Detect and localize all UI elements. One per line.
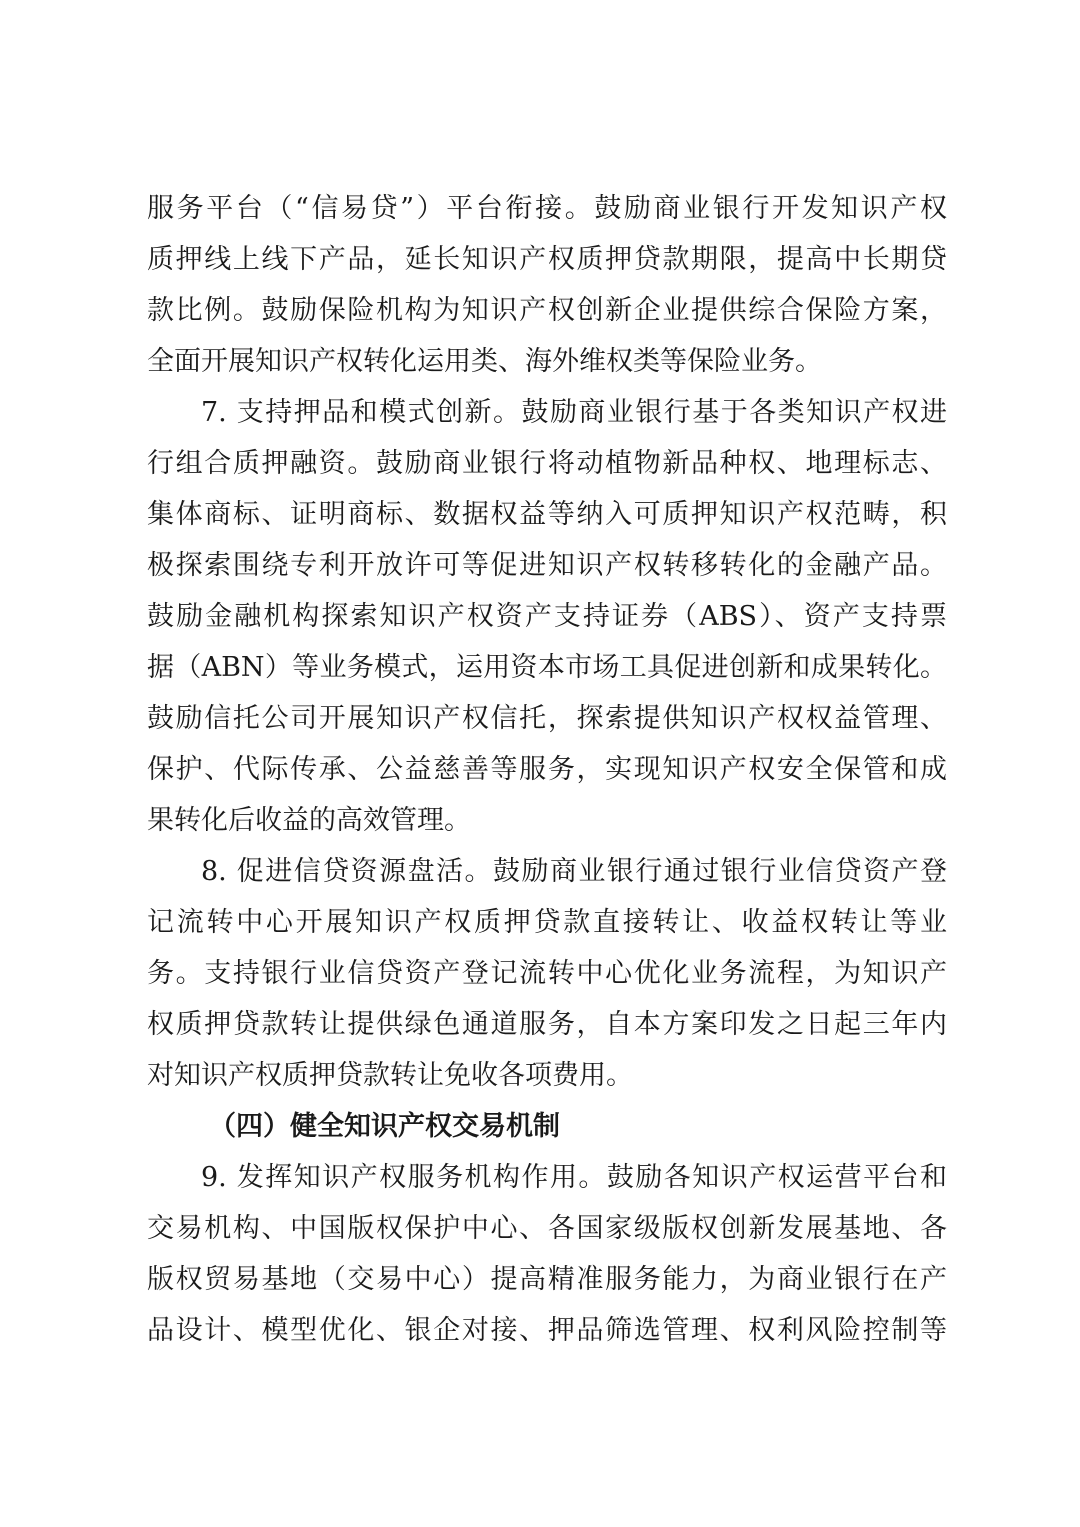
text-line: 果转化后收益的高效管理。 bbox=[147, 805, 471, 836]
body-text bbox=[147, 183, 947, 1356]
text-line: 权质押贷款转让提供绿色通道服务，自本方案印发之日起三年内 bbox=[147, 1009, 947, 1040]
text-line: 极探索围绕专利开放许可等促进知识产权转移转化的金融产品。 bbox=[147, 550, 947, 581]
text-line: 务。支持银行业信贷资产登记流转中心优化业务流程，为知识产 bbox=[147, 958, 947, 989]
text-line: 版权贸易基地（交易中心）提高精准服务能力，为商业银行在产 bbox=[147, 1264, 947, 1295]
text-line: 记流转中心开展知识产权质押贷款直接转让、收益权转让等业 bbox=[147, 907, 947, 938]
text-line: 行组合质押融资。鼓励商业银行将动植物新品种权、地理标志、 bbox=[147, 448, 947, 479]
text-line: 服务平台（“信易贷”）平台衔接。鼓励商业银行开发知识产权 bbox=[147, 193, 947, 224]
text-line: 保护、代际传承、公益慈善等服务，实现知识产权安全保管和成 bbox=[147, 754, 947, 785]
text-line: 全面开展知识产权转化运用类、海外维权类等保险业务。 bbox=[147, 346, 822, 377]
text-line: 质押线上线下产品，延长知识产权质押贷款期限，提高中长期贷 bbox=[147, 244, 947, 275]
text-line: 对知识产权质押贷款转让免收各项费用。 bbox=[147, 1060, 633, 1091]
text-line: 品设计、模型优化、银企对接、押品筛选管理、权利风险控制等 bbox=[147, 1315, 947, 1346]
text-line: 集体商标、证明商标、数据权益等纳入可质押知识产权范畴，积 bbox=[147, 499, 947, 530]
text-line: 鼓励金融机构探索知识产权资产支持证券（ABS）、资产支持票 bbox=[147, 601, 947, 632]
section-heading: （四）健全知识产权交易机制 bbox=[209, 1111, 560, 1142]
text-line: 8. 促进信贷资源盘活。鼓励商业银行通过银行业信贷资产登 bbox=[201, 856, 947, 887]
text-line: 据（ABN）等业务模式，运用资本市场工具促进创新和成果转化。 bbox=[147, 652, 947, 683]
text-line: 7. 支持押品和模式创新。鼓励商业银行基于各类知识产权进 bbox=[201, 397, 947, 428]
text-line: 交易机构、中国版权保护中心、各国家级版权创新发展基地、各 bbox=[147, 1213, 947, 1244]
text-line: 9. 发挥知识产权服务机构作用。鼓励各知识产权运营平台和 bbox=[201, 1162, 947, 1193]
text-line: 鼓励信托公司开展知识产权信托，探索提供知识产权权益管理、 bbox=[147, 703, 947, 734]
text-line: 款比例。鼓励保险机构为知识产权创新企业提供综合保险方案， bbox=[147, 295, 947, 326]
